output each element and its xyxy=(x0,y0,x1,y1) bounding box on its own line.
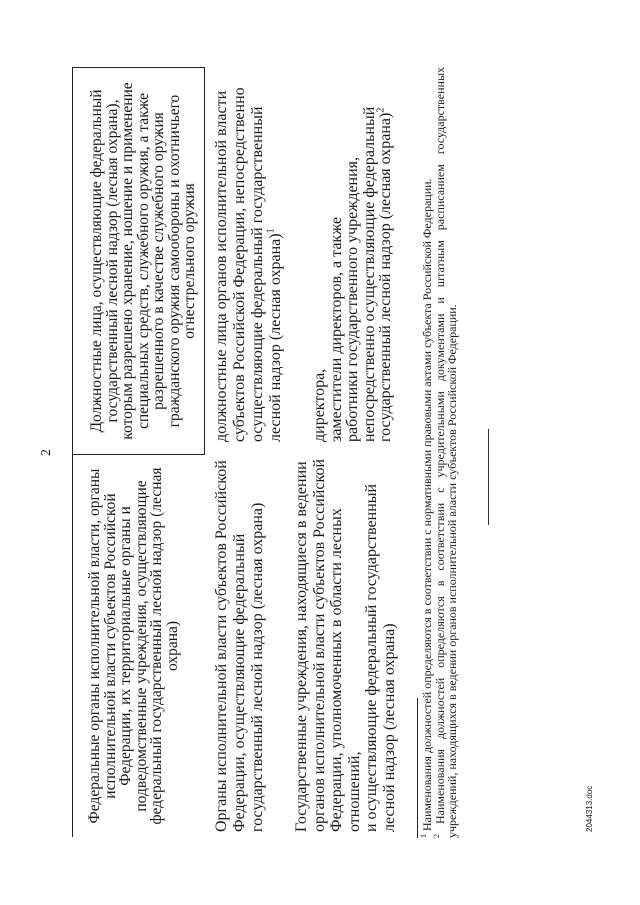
officials-text-line: огнестрельного оружия xyxy=(181,183,198,339)
footnote-ref: 2 xyxy=(375,107,387,113)
officials-text-line: гражданского оружия самообороны и охотничьего xyxy=(165,94,183,428)
row-3-officials-cell xyxy=(312,107,395,442)
organs-text-line: федеральный государственный лесной надзор (лесная xyxy=(148,467,165,825)
page-number: 2 xyxy=(39,449,54,456)
officials-text-line: которым разрешено хранение, ношение и применение xyxy=(119,82,136,440)
officials-text-line: специальных средств, служебного оружия, а также xyxy=(134,92,152,430)
organs-text-line: Федерации, их территориальные органы и xyxy=(117,506,134,786)
organs-text-line: лесной надзор (лесная охрана) xyxy=(380,623,398,832)
footnote-text: Наименования должностей определяются в соответствии с учредительными документами и штатным расписанием государственных xyxy=(432,66,447,824)
row-1-officials-cell xyxy=(72,67,205,455)
footnote-separator xyxy=(417,698,418,838)
officials-text-line: государственный лесной надзор (лесная охрана), xyxy=(103,99,121,423)
row-2-officials-cell xyxy=(213,87,285,442)
officials-text-span: лесной надзор (лесная охрана) xyxy=(267,233,284,442)
footnote-text: Наименования должностей определяются в соответствии с нормативными правовыми актами субъекта Российской Федерации. xyxy=(420,178,434,831)
officials-text-line: осуществляющие федеральный государственный xyxy=(249,106,266,442)
row-2-organs-cell xyxy=(213,460,267,832)
organs-text-line: органов исполнительной власти субъектов Российской xyxy=(310,458,328,832)
organs-text-line: Государственные учреждения, находящиеся в ведении xyxy=(293,461,310,832)
organs-text-line: государственный лесной надзор (лесная охрана) xyxy=(249,502,266,832)
file-name: 2044313.doc xyxy=(585,785,594,832)
organs-text-line: подведомственные учреждения, осуществляющие xyxy=(132,480,150,812)
organs-text-line: Федерации, осуществляющие федеральный xyxy=(231,533,248,832)
end-rule xyxy=(488,429,489,525)
officials-text-line: должностные лица органов исполнительной власти xyxy=(213,90,230,442)
officials-text-line: заместители директоров, а также xyxy=(327,216,345,442)
officials-text-line: Должностные лица, осуществляющие федеральный xyxy=(88,89,105,433)
officials-text-line xyxy=(375,107,395,442)
officials-text-line: разрешенного в качестве служебного оружия xyxy=(150,112,167,410)
row-1-organs-cell xyxy=(87,455,180,837)
footnotes xyxy=(421,67,459,838)
organs-text-line: исполнительной власти субъектов Российской xyxy=(101,493,119,799)
organs-text-line: и осуществляющие федеральный государственный xyxy=(363,483,380,832)
officials-text-line: работники государственного учреждения, xyxy=(344,156,361,442)
officials-text-line xyxy=(267,87,285,442)
footnote-mark: 2 xyxy=(431,834,441,838)
row-1-officials-text xyxy=(89,68,198,454)
organs-text-line: отношений, xyxy=(345,751,363,832)
footnote-2-continued xyxy=(446,67,459,838)
row-3-organs-cell xyxy=(293,459,398,832)
officials-text-span: государственный лесной надзор (лесная охрана) xyxy=(377,112,394,442)
organs-text-line: Органы исполнительной власти субъектов Российской xyxy=(213,460,230,832)
footnote-text: учреждений, находящихся в ведении органов исполнительной власти субъектов Российской Федерации. xyxy=(445,304,459,838)
organs-text-line: Федеральные органы исполнительной власти, органы xyxy=(86,468,103,824)
officials-text-line: директора, xyxy=(311,368,328,442)
officials-text-line: непосредственно осуществляющие федеральный xyxy=(360,106,378,442)
organs-text-line: охрана) xyxy=(163,620,181,672)
footnote-ref: 1 xyxy=(265,228,277,234)
organs-text-line: Федерации, уполномоченных в области лесных xyxy=(328,508,345,832)
officials-text-line: субъектов Российской Федерации, непосредственно xyxy=(231,87,248,442)
footnote-mark: 1 xyxy=(419,834,428,838)
